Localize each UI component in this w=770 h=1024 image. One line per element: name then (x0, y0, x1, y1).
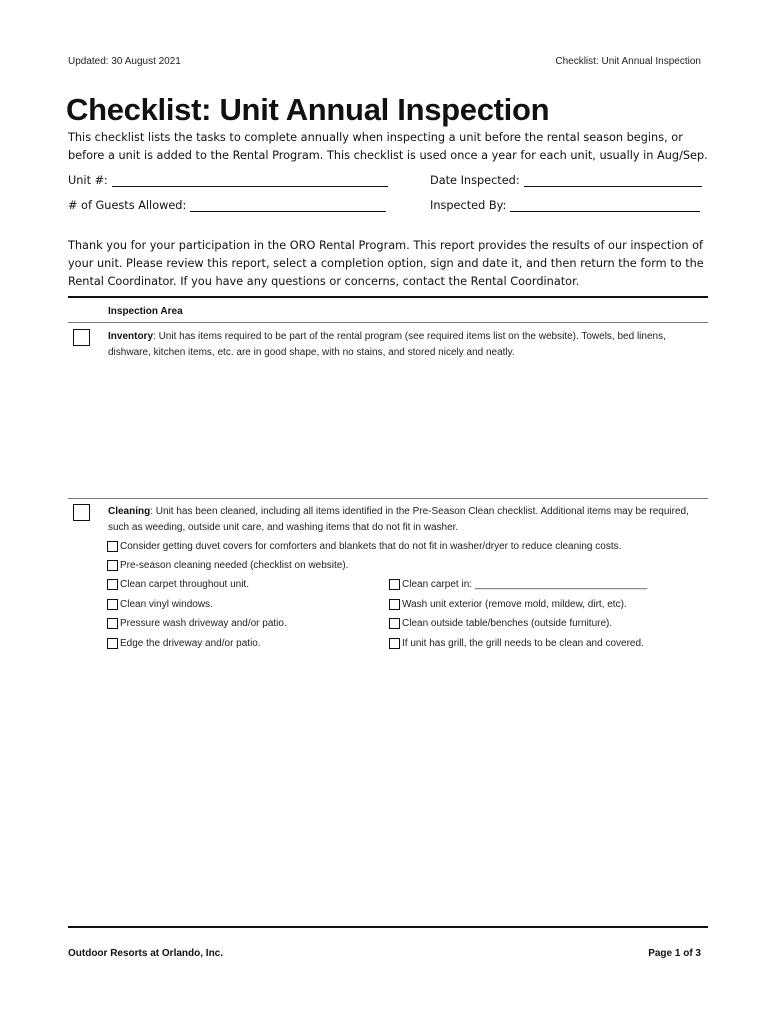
unit-field (68, 172, 388, 187)
cleaning-subitem (107, 560, 348, 571)
subitem-label: Wash unit exterior (remove mold, mildew, dirt, etc). (402, 599, 627, 610)
inventory-text: : Unit has items required to be part of the rental program (see required items list on the website). Towels, bed linens, dishware, kitchen items, etc. are in good shape, with no stains, and stored nicely and neatly. (108, 331, 666, 358)
subitem-checkbox[interactable] (107, 560, 118, 571)
header-updated-date: Updated: 30 August 2021 (68, 56, 181, 67)
inventory-checkbox[interactable] (73, 329, 90, 346)
subitem-label: Clean carpet in: _______________________________ (402, 579, 648, 590)
table-top-rule (68, 296, 708, 298)
cleaning-subitem (389, 618, 612, 629)
header-document-name: Checklist: Unit Annual Inspection (555, 56, 701, 67)
cleaning-subitem (389, 579, 647, 590)
date-inspected-field (430, 172, 702, 187)
table-header-rule (68, 322, 708, 323)
cleaning-subitem (107, 541, 621, 552)
subitem-checkbox[interactable] (107, 638, 118, 649)
cleaning-description (108, 504, 703, 536)
page-title: Checklist: Unit Annual Inspection (66, 92, 550, 127)
row-divider (68, 498, 708, 499)
footer-company: Outdoor Resorts at Orlando, Inc. (68, 948, 224, 959)
inventory-description (108, 329, 703, 361)
subitem-checkbox[interactable] (389, 638, 400, 649)
subitem-checkbox[interactable] (389, 599, 400, 610)
subitem-label: Clean vinyl windows. (120, 599, 213, 610)
unit-label: Unit #: (68, 174, 108, 187)
cleaning-subitem (107, 618, 287, 629)
cleaning-subitem (107, 638, 261, 649)
footer-rule (68, 926, 708, 928)
cleaning-subitem (389, 599, 627, 610)
subitem-label: Edge the driveway and/or patio. (120, 638, 261, 649)
intro-text: This checklist lists the tasks to complete annually when inspecting a unit before the rental season begins, or before a unit is added to the Rental Program. This checklist is used once a year for each unit, usually in Aug/Sep. (68, 131, 708, 162)
guests-allowed-label: # of Guests Allowed: (68, 199, 187, 212)
cleaning-subitem (107, 579, 249, 590)
inventory-label: Inventory (108, 331, 154, 342)
subitem-label: Clean carpet throughout unit. (120, 579, 249, 590)
cleaning-subitem (107, 599, 213, 610)
inspected-by-field (430, 197, 700, 212)
guests-allowed-input-line[interactable] (190, 197, 386, 212)
cleaning-subitem (389, 638, 644, 649)
subitem-checkbox[interactable] (389, 579, 400, 590)
subitem-checkbox[interactable] (107, 618, 118, 629)
subitem-label: Consider getting duvet covers for comforters and blankets that do not fit in washer/dryer to reduce cleaning costs. (120, 541, 622, 552)
instructions-text: Thank you for your participation in the ORO Rental Program. This report provides the results of our inspection of your unit. Please review this report, select a completion option, sign and date it, and then return the form to the Rental Coordinator. If you have any questions or concerns, contact the Rental Coordinator. (68, 239, 704, 288)
subitem-checkbox[interactable] (107, 541, 118, 552)
subitem-label: Clean outside table/benches (outside furniture). (402, 618, 613, 629)
cleaning-text: : Unit has been cleaned, including all items identified in the Pre-Season Clean checklist. Additional items may be required, such as weeding, outside unit care, and washing items that do not fit in washer. (108, 506, 689, 533)
subitem-checkbox[interactable] (107, 599, 118, 610)
subitem-label: Pressure wash driveway and/or patio. (120, 618, 287, 629)
subitem-label: If unit has grill, the grill needs to be clean and covered. (402, 638, 644, 649)
unit-input-line[interactable] (112, 172, 388, 187)
cleaning-checkbox[interactable] (73, 504, 90, 521)
inspected-by-input-line[interactable] (510, 197, 700, 212)
date-inspected-input-line[interactable] (524, 172, 702, 187)
footer-page-number: Page 1 of 3 (648, 948, 701, 959)
guests-allowed-field (68, 197, 386, 212)
subitem-checkbox[interactable] (389, 618, 400, 629)
cleaning-label: Cleaning (108, 506, 151, 517)
column-header-inspection-area: Inspection Area (108, 306, 183, 317)
subitem-label: Pre-season cleaning needed (checklist on website). (120, 560, 349, 571)
inspected-by-label: Inspected By: (430, 199, 507, 212)
subitem-checkbox[interactable] (107, 579, 118, 590)
date-inspected-label: Date Inspected: (430, 174, 520, 187)
